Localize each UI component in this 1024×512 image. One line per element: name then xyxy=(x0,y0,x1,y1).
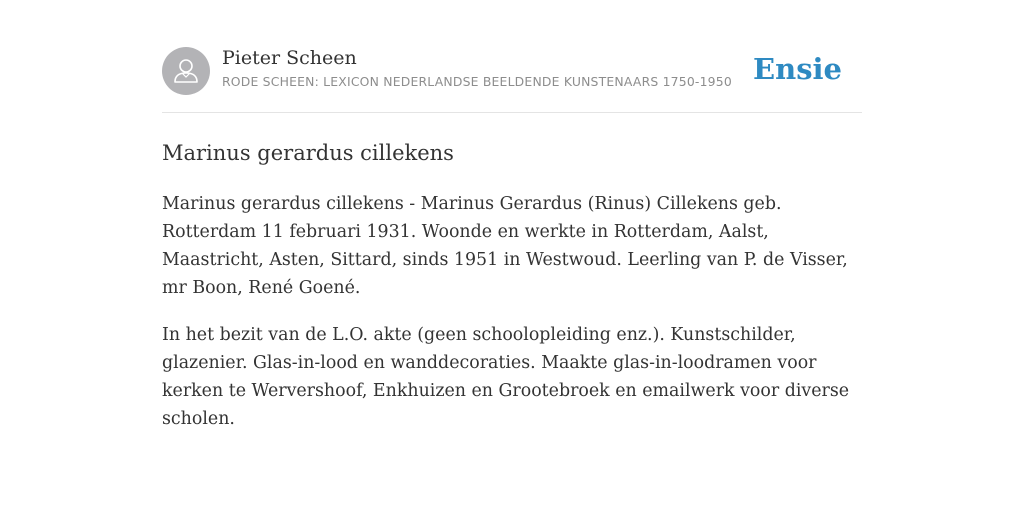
article-title: Marinus gerardus cillekens xyxy=(162,141,454,165)
user-silhouette-icon xyxy=(162,47,210,95)
article-paragraph: In het bezit van de L.O. akte (geen schoolopleiding enz.). Kunstschilder, glazenier. Glas-in-lood en wanddecoraties. Maakte glas-in-loodramen voor kerken te Wervershoof, Enkhuizen en Grootebroek en emailwerk voor diverse scholen. xyxy=(162,325,850,429)
source-title[interactable]: RODE SCHEEN: LEXICON NEDERLANDSE BEELDENDE KUNSTENAARS 1750-1950 xyxy=(222,74,732,89)
article-paragraph: Marinus gerardus cillekens - Marinus Gerardus (Rinus) Cillekens geb. Rotterdam 11 februari 1931. Woonde en werkte in Rotterdam, Aalst, Maastricht, Asten, Sittard, sinds 1951 in Westwoud. Leerling van P. de Visser, mr Boon, René Goené. xyxy=(162,194,848,298)
content-container xyxy=(162,0,862,429)
author-name[interactable]: Pieter Scheen xyxy=(222,47,357,69)
article-body xyxy=(162,190,862,452)
ensie-logo[interactable]: Ensie xyxy=(753,52,842,86)
avatar[interactable] xyxy=(162,47,210,95)
author-header xyxy=(162,0,862,113)
